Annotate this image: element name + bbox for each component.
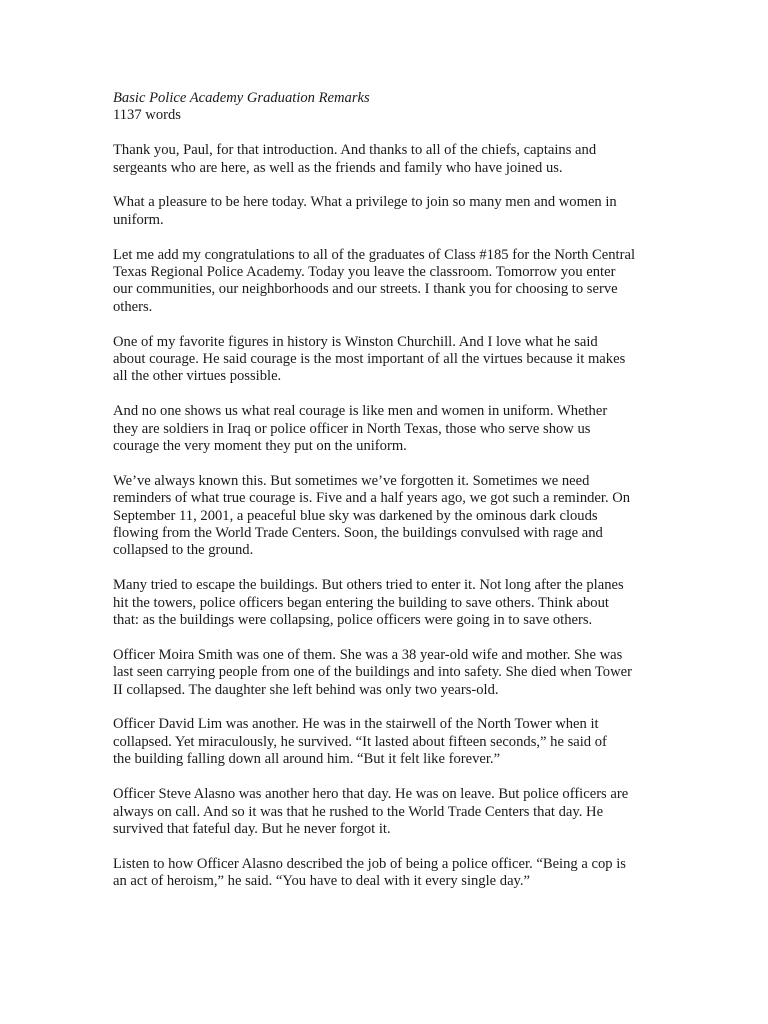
document-title: Basic Police Academy Graduation Remarks [113,90,370,106]
paragraph-11: Listen to how Officer Alasno described the job of being a police officer. “Being a cop is an act of heroism,” he said. “You have to deal with it every single day.” [113,855,626,890]
paragraph-1: Thank you, Paul, for that introduction. And thanks to all of the chiefs, captains and sergeants who are here, as well as the friends and family who have joined us. [113,142,597,176]
paragraph-10: Officer Steve Alasno was another hero that day. He was on leave. But police officers are always on call. And so it was that he rushed to the World Trade Centers that day. He survived that fateful day. But he never forgot it. [113,786,629,837]
paragraph-5: And no one shows us what real courage is like men and women in uniform. Whether they are soldiers in Iraq or police officer in North Texas, those who serve show us courage the very moment they put on the uniform. [113,403,608,455]
paragraph-7: Many tried to escape the buildings. But others tried to enter it. Not long after the planes hit the towers, police officers began entering the building to save others. Think about that: as the buildings were collapsing, police officers were going in to save others. [113,577,624,629]
paragraph-8: Officer Moira Smith was one of them. She was a 38 year-old wife and mother. She was last seen carrying people from one of the buildings and into safety. She died when Tower II collapsed. The daughter she left behind was only two years-old. [113,646,632,698]
word-count: 1137 words [113,107,181,124]
paragraph-9: Officer David Lim was another. He was in the stairwell of the North Tower when it collapsed. Yet miraculously, he survived. “It lasted about fifteen seconds,” he said of the building falling down all around him. “But it felt like forever.” [113,716,607,768]
document-page [113,90,658,908]
paragraph-3: Let me add my congratulations to all of the graduates of Class #185 for the North Central Texas Regional Police Academy. Today you leave the classroom. Tomorrow you enter our communities, our neighborhoods and our streets. I thank you for choosing to serve others. [113,246,635,315]
paragraph-6: We’ve always known this. But sometimes we’ve forgotten it. Sometimes we need reminders of what true courage is. Five and a half years ago, we got such a reminder. On September 11, 2001, a peaceful blue sky was darkened by the ominous dark clouds flowing from the World Trade Centers. Soon, the buildings convulsed with rage and collapsed to the ground. [113,472,631,559]
paragraph-2: What a pleasure to be here today. What a privilege to join so many men and women in uniform. [113,194,617,228]
paragraph-4: One of my favorite figures in history is Winston Churchill. And I love what he said about courage. He said courage is the most important of all the virtues because it makes all the other virtues possible. [113,333,626,385]
